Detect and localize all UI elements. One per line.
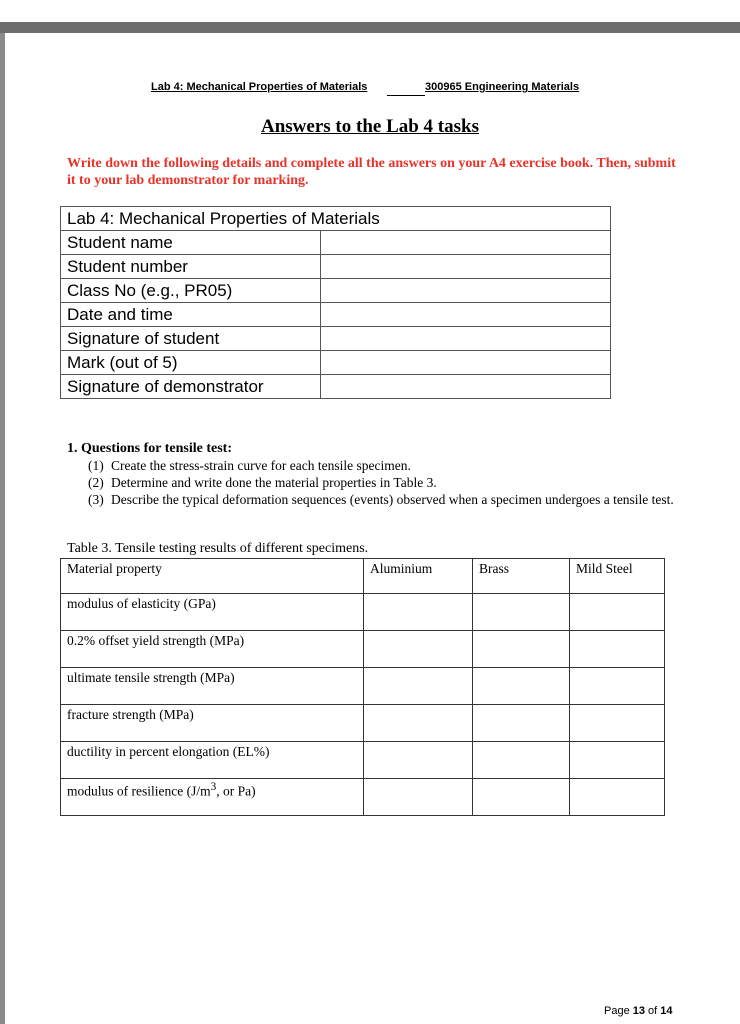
aluminium-cell[interactable] (364, 779, 473, 816)
table-row (61, 303, 611, 327)
question-number: (3) (88, 492, 104, 507)
table-row (61, 594, 665, 631)
questions-heading: 1. Questions for tensile test: (67, 441, 232, 456)
aluminium-cell[interactable] (364, 742, 473, 779)
brass-cell[interactable] (473, 631, 570, 668)
instruction-text: Write down the following details and complete all the answers on your A4 exercise book. Then, submit it to your lab demonstrator for marking. (67, 156, 676, 188)
mild-steel-cell[interactable] (570, 779, 665, 816)
info-table-heading: Lab 4: Mechanical Properties of Materials (61, 207, 611, 231)
table-row (61, 668, 665, 705)
table-row (61, 351, 611, 375)
table-row (61, 279, 611, 303)
page-title: Answers to the Lab 4 tasks (261, 116, 479, 137)
table-row (61, 327, 611, 351)
page-header (151, 81, 596, 97)
property-label: 0.2% offset yield strength (MPa) (61, 631, 364, 668)
demonstrator-signature-field[interactable] (321, 375, 611, 399)
brass-cell[interactable] (473, 779, 570, 816)
list-item (88, 492, 680, 508)
list-item (88, 475, 680, 491)
student-number-field[interactable] (321, 255, 611, 279)
question-text: Describe the typical deformation sequences (events) observed when a specimen undergoes a tensile test. (111, 492, 674, 507)
page-prefix: Page (604, 1005, 633, 1017)
aluminium-cell[interactable] (364, 705, 473, 742)
info-label: Student number (61, 255, 321, 279)
header-course-lab: Lab 4: Mechanical Properties of Materials (151, 81, 368, 93)
property-label: ductility in percent elongation (EL%) (61, 742, 364, 779)
brass-cell[interactable] (473, 742, 570, 779)
table-header-row (61, 559, 665, 594)
student-name-field[interactable] (321, 231, 611, 255)
column-header: Brass (473, 559, 570, 594)
info-label: Signature of demonstrator (61, 375, 321, 399)
mark-field[interactable] (321, 351, 611, 375)
column-header: Material property (61, 559, 364, 594)
resilience-label-end: , or Pa) (216, 783, 256, 799)
question-number: (2) (88, 475, 104, 490)
resilience-label-start: modulus of resilience (J/m (67, 783, 211, 799)
column-header: Aluminium (364, 559, 473, 594)
page-middle: of (645, 1005, 661, 1017)
date-time-field[interactable] (321, 303, 611, 327)
mild-steel-cell[interactable] (570, 631, 665, 668)
info-label: Mark (out of 5) (61, 351, 321, 375)
tensile-results-table (60, 558, 665, 816)
info-label: Student name (61, 231, 321, 255)
question-text: Determine and write done the material properties in Table 3. (111, 475, 437, 490)
column-header: Mild Steel (570, 559, 665, 594)
page-total: 14 (660, 1005, 673, 1017)
mild-steel-cell[interactable] (570, 705, 665, 742)
table-row (61, 255, 611, 279)
window-top-bar (0, 22, 740, 33)
student-info-table (60, 206, 611, 399)
info-label: Date and time (61, 303, 321, 327)
aluminium-cell[interactable] (364, 668, 473, 705)
table-caption: Table 3. Tensile testing results of different specimens. (67, 541, 369, 556)
class-no-field[interactable] (321, 279, 611, 303)
resilience-label-superscript: 3 (210, 781, 217, 793)
property-label (61, 779, 364, 816)
table-row (61, 231, 611, 255)
table-row (61, 631, 665, 668)
info-label: Signature of student (61, 327, 321, 351)
table-row (61, 742, 665, 779)
info-label: Class No (e.g., PR05) (61, 279, 321, 303)
info-table-heading-row (61, 207, 611, 231)
table-row (61, 375, 611, 399)
header-underline-gap (387, 95, 425, 96)
property-label: modulus of elasticity (GPa) (61, 594, 364, 631)
mild-steel-cell[interactable] (570, 742, 665, 779)
brass-cell[interactable] (473, 668, 570, 705)
page-current: 13 (632, 1005, 645, 1017)
student-signature-field[interactable] (321, 327, 611, 351)
table-row (61, 779, 665, 816)
page-number (604, 1005, 673, 1017)
brass-cell[interactable] (473, 705, 570, 742)
questions-list (88, 458, 680, 509)
question-text: Create the stress-strain curve for each tensile specimen. (111, 458, 411, 473)
brass-cell[interactable] (473, 594, 570, 631)
table-row (61, 705, 665, 742)
property-label: ultimate tensile strength (MPa) (61, 668, 364, 705)
mild-steel-cell[interactable] (570, 668, 665, 705)
mild-steel-cell[interactable] (570, 594, 665, 631)
list-item (88, 458, 680, 474)
aluminium-cell[interactable] (364, 594, 473, 631)
property-label: fracture strength (MPa) (61, 705, 364, 742)
header-unit-name: 300965 Engineering Materials (425, 81, 580, 93)
question-number: (1) (88, 458, 104, 473)
aluminium-cell[interactable] (364, 631, 473, 668)
